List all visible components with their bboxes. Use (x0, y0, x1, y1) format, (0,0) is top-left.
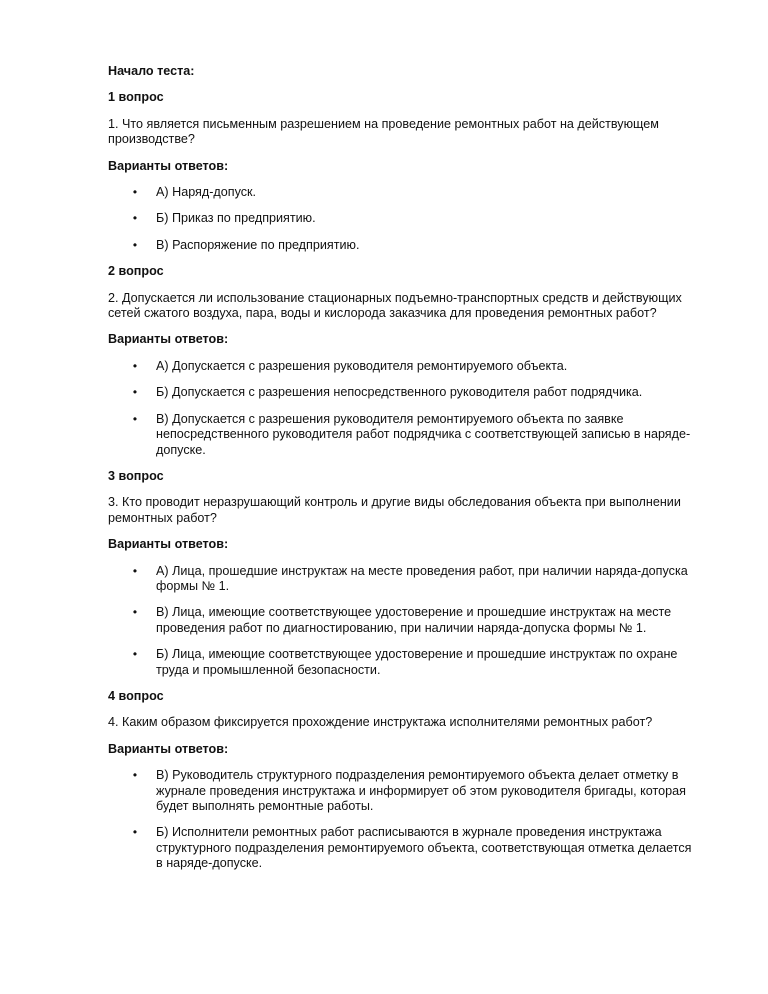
answer-option (108, 825, 708, 871)
answers-label: Варианты ответов: (108, 741, 229, 756)
question-text: 2. Допускается ли использование стационарных подъемно-транспортных средств и действующих сетей сжатого воздуха, пара, воды и кислорода заказчика для проведения ремонтных работ? (108, 290, 682, 321)
answer-list (108, 185, 708, 253)
question-text: 1. Что является письменным разрешением на проведение ремонтных работ на действующем производстве? (108, 116, 659, 147)
answer-option (108, 647, 708, 678)
answer-text: А) Лица, прошедшие инструктаж на месте проведения работ, при наличии наряда-допуска формы № 1. (156, 563, 688, 593)
bullet-icon: • (132, 563, 138, 578)
question-text: 3. Кто проводит неразрушающий контроль и другие виды обследования объекта при выполнении ремонтных работ? (108, 495, 681, 525)
answer-text: А) Наряд-допуск. (156, 185, 257, 200)
bullet-icon: • (132, 647, 138, 662)
answers-label: Варианты ответов: (108, 332, 229, 347)
answer-text: Б) Лица, имеющие соответствующее удостоверение и прошедшие инструктаж по охране труда и промышленной безопасности. (156, 647, 678, 677)
question-heading: 4 вопрос (108, 688, 164, 703)
question-heading: 3 вопрос (108, 468, 164, 483)
question-heading: 2 вопрос (108, 264, 164, 279)
answer-text: В) Лица, имеющие соответствующее удостоверение и прошедшие инструктаж на месте проведения работ по диагностированию, при наличии наряда-допуска формы № 1. (156, 605, 672, 635)
question-heading: 1 вопрос (108, 90, 164, 105)
bullet-icon: • (132, 237, 138, 252)
test-intro-heading: Начало теста: (108, 64, 195, 78)
answer-text: Б) Допускается с разрешения непосредственного руководителя работ подрядчика. (156, 385, 643, 400)
answer-option (108, 768, 708, 814)
answer-option (108, 238, 708, 253)
answer-option (108, 605, 708, 636)
answer-option (108, 185, 708, 200)
bullet-icon: • (132, 825, 138, 840)
bullet-icon: • (132, 211, 138, 226)
question-text: 4. Каким образом фиксируется прохождение инструктажа исполнителями ремонтных работ? (108, 715, 653, 730)
bullet-icon: • (132, 411, 138, 426)
answer-text: В) Допускается с разрешения руководителя ремонтируемого объекта по заявке непосредственного руководителя работ подрядчика с соответствующей записью в наряде-допуске. (156, 411, 691, 457)
answer-text: А) Допускается с разрешения руководителя ремонтируемого объекта. (156, 358, 568, 373)
answer-option (108, 564, 708, 595)
bullet-icon: • (132, 605, 138, 620)
questions-list (108, 90, 708, 871)
bullet-icon: • (132, 185, 138, 200)
bullet-icon: • (132, 768, 138, 783)
answer-option (108, 211, 708, 226)
answer-text: В) Руководитель структурного подразделения ремонтируемого объекта делает отметку в журнале проведения инструктажа и информирует об этом руководителя бригады, которая будет выполнять ремонтные работы. (156, 768, 686, 813)
answer-option (108, 412, 708, 458)
answer-list (108, 768, 708, 871)
answer-option (108, 359, 708, 374)
answers-label: Варианты ответов: (108, 537, 229, 552)
answer-list (108, 564, 708, 678)
answer-text: В) Распоряжение по предприятию. (156, 237, 360, 252)
answer-text: Б) Исполнители ремонтных работ расписываются в журнале проведения инструктажа структурного подразделения ремонтируемого объекта, соответствующая отметка делается в наряде-допуске. (156, 825, 692, 871)
answer-text: Б) Приказ по предприятию. (156, 211, 316, 226)
answers-label: Варианты ответов: (108, 158, 229, 173)
bullet-icon: • (132, 385, 138, 400)
bullet-icon: • (132, 358, 138, 373)
answer-option (108, 385, 708, 400)
answer-list (108, 359, 708, 458)
